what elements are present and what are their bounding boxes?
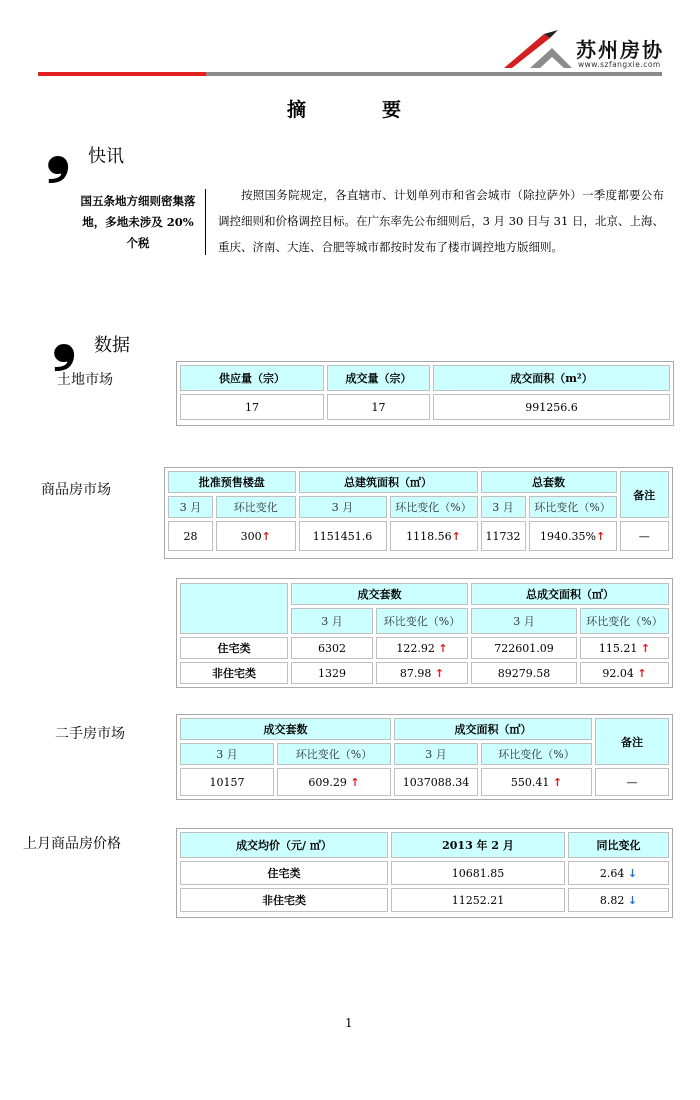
logo-url: www.szfangxie.com xyxy=(578,60,661,69)
deals-row-area: 722601.09 xyxy=(471,637,577,659)
deals-row-name: 住宅类 xyxy=(180,637,288,659)
presale-header-remarks: 备注 xyxy=(620,471,669,518)
price-header-change: 同比变化 xyxy=(568,832,669,858)
second-hand-header-units: 成交套数 xyxy=(180,718,391,740)
deals-row-area: 89279.58 xyxy=(471,662,577,684)
quote-mark-icon: ❟ xyxy=(46,112,71,185)
news-body: 按照国务院规定，各直辖市、计划单列市和省会城市（除拉萨外）一季度都要公布调控细则和价格调控目标。在广东率先公布细则后，3 月 30 日与 31 日，北京、上海、重庆、济南、大连、合肥等城市都按时发布了楼市调控地方版细则。 xyxy=(218,188,664,254)
second-hand-value-units: 10157 xyxy=(180,768,274,796)
presale-value-units: 11732 xyxy=(481,521,526,551)
deals-sub-change: 环比变化（%） xyxy=(376,608,468,634)
land-value-area: 991256.6 xyxy=(433,394,670,420)
presale-sub-month: 3 月 xyxy=(168,496,213,518)
presale-sub-change: 环比变化（%） xyxy=(529,496,617,518)
price-row-value: 10681.85 xyxy=(391,861,565,885)
second-hand-value-units-change: 609.29 ↑ xyxy=(277,768,391,796)
price-row-change: 8.82 ↓ xyxy=(568,888,669,912)
presale-sub-month: 3 月 xyxy=(481,496,526,518)
second-hand-sub-month: 3 月 xyxy=(394,743,478,765)
deals-row-area-change: 92.04 ↑ xyxy=(580,662,669,684)
deals-sub-change: 环比变化（%） xyxy=(580,608,669,634)
logo-icon xyxy=(500,30,572,70)
page-number: 1 xyxy=(345,1016,353,1030)
data-section-title: 数据 xyxy=(94,335,130,356)
page-title: 摘 要 xyxy=(287,99,402,121)
header-bar-red xyxy=(38,72,206,76)
table-row xyxy=(180,637,669,659)
land-market-label: 土地市场 xyxy=(57,372,113,388)
up-arrow-icon: ↑ xyxy=(438,641,448,655)
deals-sub-month: 3 月 xyxy=(471,608,577,634)
deals-header-units: 成交套数 xyxy=(291,583,468,605)
quote-mark-icon: ❟ xyxy=(52,300,77,373)
presale-header-units: 总套数 xyxy=(481,471,617,493)
price-table xyxy=(177,829,672,915)
table-row xyxy=(180,861,669,885)
presale-sub-change: 环比变化 xyxy=(216,496,295,518)
presale-value-units-change: 1940.35%↑ xyxy=(529,521,617,551)
second-hand-value-area-change: 550.41 ↑ xyxy=(481,768,592,796)
up-arrow-icon: ↑ xyxy=(350,775,360,789)
deals-header-area: 总成交面积（㎡） xyxy=(471,583,669,605)
news-section-title: 快讯 xyxy=(88,146,124,167)
land-value-supply: 17 xyxy=(180,394,324,420)
second-hand-value-area: 1037088.34 xyxy=(394,768,478,796)
second-hand-market-label: 二手房市场 xyxy=(55,726,125,742)
price-label: 上月商品房价格 xyxy=(23,836,121,852)
land-header-supply: 供应量（宗） xyxy=(180,365,324,391)
up-arrow-icon: ↑ xyxy=(552,775,563,789)
presale-sub-month: 3 月 xyxy=(299,496,387,518)
presale-value-remarks: — xyxy=(620,521,669,551)
commercial-market-label: 商品房市场 xyxy=(41,482,111,498)
deals-table xyxy=(177,580,672,687)
deals-row-area-change: 115.21 ↑ xyxy=(580,637,669,659)
deals-row-units-change: 122.92 ↑ xyxy=(376,637,468,659)
land-table xyxy=(177,362,673,423)
deals-row-units-change: 87.98 ↑ xyxy=(376,662,468,684)
presale-header-projects: 批准预售楼盘 xyxy=(168,471,296,493)
price-header-avg: 成交均价（元/ ㎡） xyxy=(180,832,388,858)
land-header-area: 成交面积（m²） xyxy=(433,365,670,391)
price-row-name: 非住宅类 xyxy=(180,888,388,912)
table-row xyxy=(180,662,669,684)
down-arrow-icon: ↓ xyxy=(627,866,638,880)
presale-value-area-change: 1118.56↑ xyxy=(390,521,478,551)
price-row-change: 2.64 ↓ xyxy=(568,861,669,885)
presale-header-area: 总建筑面积（㎡） xyxy=(299,471,478,493)
land-value-deals: 17 xyxy=(327,394,430,420)
up-arrow-icon: ↑ xyxy=(434,666,445,680)
second-hand-table xyxy=(177,715,672,799)
logo-text: 苏州房协 xyxy=(576,38,664,62)
up-arrow-icon: ↑ xyxy=(451,529,461,543)
up-arrow-icon: ↑ xyxy=(637,666,647,680)
deals-header-blank xyxy=(180,583,288,634)
presale-table xyxy=(165,468,672,554)
presale-value-projects: 28 xyxy=(168,521,213,551)
price-row-name: 住宅类 xyxy=(180,861,388,885)
logo xyxy=(500,30,670,72)
second-hand-sub-change: 环比变化（%） xyxy=(481,743,592,765)
presale-value-projects-change: 300↑ xyxy=(216,521,295,551)
up-arrow-icon: ↑ xyxy=(640,641,651,655)
land-header-deals: 成交量（宗） xyxy=(327,365,430,391)
second-hand-header-area: 成交面积（㎡） xyxy=(394,718,592,740)
second-hand-sub-change: 环比变化（%） xyxy=(277,743,391,765)
up-arrow-icon: ↑ xyxy=(261,529,271,543)
table-row xyxy=(180,888,669,912)
news-side-note: 国五条地方细则密集落地，多地未涉及 20%个税 xyxy=(80,194,196,250)
presale-sub-change: 环比变化（%） xyxy=(390,496,478,518)
second-hand-sub-month: 3 月 xyxy=(180,743,274,765)
deals-row-units: 6302 xyxy=(291,637,373,659)
price-header-month: 2013 年 2 月 xyxy=(391,832,565,858)
deals-row-name: 非住宅类 xyxy=(180,662,288,684)
header-bar-gray xyxy=(206,72,662,76)
second-hand-header-remarks: 备注 xyxy=(595,718,669,765)
deals-row-units: 1329 xyxy=(291,662,373,684)
up-arrow-icon: ↑ xyxy=(595,529,606,543)
deals-sub-month: 3 月 xyxy=(291,608,373,634)
news-divider xyxy=(205,189,206,255)
down-arrow-icon: ↓ xyxy=(627,893,638,907)
presale-value-area: 1151451.6 xyxy=(299,521,387,551)
second-hand-value-remarks: — xyxy=(595,768,669,796)
price-row-value: 11252.21 xyxy=(391,888,565,912)
